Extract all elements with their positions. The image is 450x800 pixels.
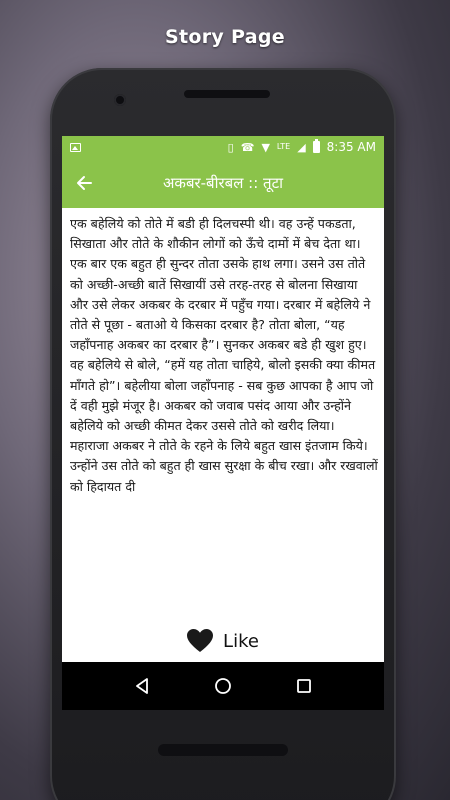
promo-title: Story Page <box>165 26 285 48</box>
heart-icon <box>187 629 213 653</box>
bottom-speaker <box>158 744 288 756</box>
signal-icon: ◢ <box>297 140 306 154</box>
earpiece <box>184 90 270 98</box>
nav-recents-button[interactable] <box>284 666 324 706</box>
battery-icon <box>313 141 320 153</box>
page-title: अकबर-बीरबल :: तूटा <box>162 174 284 192</box>
wifi-icon: ▼ <box>261 140 270 154</box>
nav-recents-icon <box>296 678 312 694</box>
vibrate-icon: ▯ <box>227 140 234 154</box>
app-screen <box>62 136 384 710</box>
like-label: Like <box>223 630 259 652</box>
story-content[interactable] <box>62 208 384 620</box>
navigation-bar <box>62 662 384 710</box>
image-icon <box>70 143 81 152</box>
app-bar <box>62 158 384 208</box>
like-button[interactable] <box>62 620 384 662</box>
story-paragraph-2: महाराजा अकबर ने तोते के रहने के लिये बहुत खास इंतजाम किये। उन्होंने उस तोते को बहुत ही खास सुरक्षा के बीच रखा। और रखवालों को हिदायत दी <box>70 438 378 494</box>
status-bar <box>62 136 384 158</box>
network-label: LTE <box>276 142 291 151</box>
nav-home-button[interactable] <box>203 666 243 706</box>
back-button[interactable] <box>62 158 106 208</box>
nav-back-icon <box>134 678 150 694</box>
nav-home-icon <box>214 677 232 695</box>
status-time: 8:35 AM <box>326 140 376 154</box>
arrow-back-icon <box>76 175 92 191</box>
camera-icon <box>114 94 126 106</box>
story-paragraph-1: एक बहेलिये को तोते में बडी ही दिलचस्पी थी। वह उन्हें पकडता, सिखाता और तोते के शौकीन लोगों को ऊँचे दामों में बेच देता था। एक बार एक बहुत ही सुन्दर तोता उसके हाथ लगा। उसने उस तोते को अच्छी-अच्छी बातें सिखायीं उसे तरह-तरह से बोलना सिखाया और उसे लेकर अकबर के दरबार में पहुँच गया। दरबार में बहेलिये ने तोते से पूछा - बताओ ये किसका दरबार है? तोता बोला, “यह जहाँपनाह अकबर का दरबार है”। सुनकर अकबर बडे ही खुश हुए। वह बहेलिये से बोले, “हमें यह तोता चाहिये, बोलो इसकी क्या कीमत माँगते हो”। बहेलीया बोला जहाँपनाह - सब कुछ आपका है आप जो दें वही मुझे मंजूर है। अकबर को जवाब पसंद आया और उन्होंने बहेलिये को अच्छी कीमत देकर उससे तोते को खरीद लिया। <box>70 216 376 434</box>
wifi-call-icon: ☎ <box>240 140 255 154</box>
nav-back-button[interactable] <box>122 666 162 706</box>
